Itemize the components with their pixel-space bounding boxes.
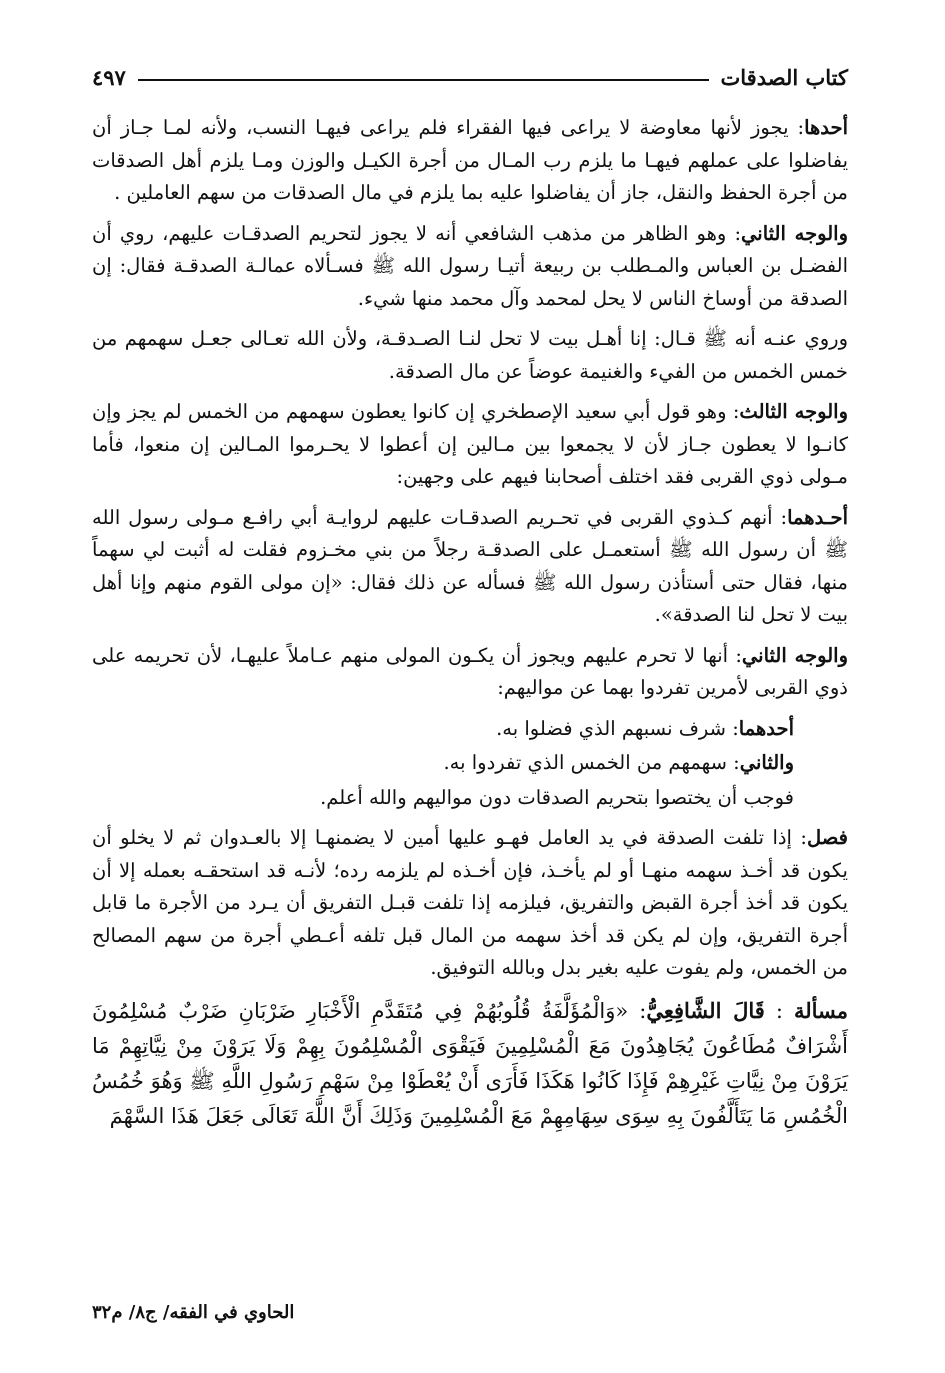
- paragraph-label: أحـدهما: [787, 505, 848, 529]
- paragraph-second-of-two: [92, 640, 848, 705]
- conclusion: فوجب أن يختصوا بتحريم الصدقات دون مواليهم والله أعلم.: [320, 785, 794, 809]
- section-label: فصل: [807, 826, 848, 849]
- paragraph-label: أحدها: [804, 116, 848, 139]
- paragraph-narration: [92, 323, 848, 388]
- page-body: [92, 112, 848, 1134]
- signature-mark: الحاوي في الفقه/ ج٨/ م٣٢: [92, 1302, 295, 1323]
- paragraph-first-view: [92, 112, 848, 210]
- page-number: ٤٩٧: [92, 64, 126, 90]
- section-fasl: [92, 822, 848, 985]
- paragraph-text: : وهو الظاهر من مذهب الشافعي أنه لا يجوز لتحريم الصدقـات عليهم، روي أن الفضـل بن العباس والمـطلب بن ربيعة أتيـا رسول الله ﷺ فسـألاه عمالـة الصدقـة فقال: إن الصدقة من أوساخ الناس لا يحل لمحمد وآل محمد منها شيء.: [92, 221, 848, 310]
- section-text: : إذا تلفت الصدقة في يد العامل فهـو عليها أمين لا يضمنهـا إلا بالعـدوان ثم لا يخلو أن يكون قد أخـذ سهمه منهـا أو لم يأخـذ، فإن أخـذه لم يلزمه رده؛ لأنـه قد استحقـه بعمله إلا أن يكون قد أخذ أجرة القبض والتفريق، فيلزمه إذا تلفت قبـل التفريق أن يـرد من الأجرة ما قابل أجرة التفريق، وإن لم يكن قد أخذ سهمه من المال قبل تلفه أعـطي أجرة من سهم المصالح من الخمس، ولم يفوت عليه بغير بدل وبالله التوفيق.: [92, 826, 848, 979]
- reason-label: أحدهما: [738, 716, 794, 740]
- paragraph-text: وروي عنـه أنه ﷺ قـال: إنا أهـل بيت لا تحل لنـا الصـدقـة، ولأن الله تعـالى جعـل سهمهم من خمس الخمس من الفيء والغنيمة عوضاً عن مال الصدقة.: [92, 327, 848, 383]
- speaker: قَالَ الشَّافِعِيُّ: [646, 997, 765, 1023]
- section-label: مسألة: [793, 997, 848, 1023]
- paragraph-text: : أنهم كـذوي القربى في تحـريم الصدقـات عليهم لروايـة أبي رافـع مـولى رسول الله ﷺ أن رسول الله ﷺ أستعمـل على الصدقـة رجلاً من بني مخـزوم فقلت له أثبت لي سهماً منها، فقال حتى أستأذن رسول الله ﷺ فسأله عن ذلك فقال: «إن مولى القوم منهم وإنا أهل بيت لا تحل لنا الصدقة».: [92, 505, 848, 626]
- running-header: [92, 62, 848, 92]
- reason-one: [92, 713, 848, 746]
- paragraph-label: والوجه الثاني: [741, 221, 848, 245]
- paragraph-text: : أنها لا تحرم عليهم ويجوز أن يكـون المولى منهم عـاملاً عليهـا، لأن تحريمه على ذوي القربى لأمرين تفردوا بهما عن مواليهم:: [92, 643, 848, 699]
- paragraph-second-aspect: [92, 218, 848, 316]
- reason-text: : شرف نسبهم الذي فضلوا به.: [496, 716, 739, 740]
- section-masala: مسألة : قَالَ الشَّافِعِيُّ: «وَالْمُؤَلَّفَةُ قُلُوبُهُمْ فِي مُتَقَدَّمِ الْأَخْبَارِ ضَرْبَانِ ضَرْبٌ مُسْلِمُونَ أَشْرَافٌ مُطَاعُونَ يُجَاهِدُونَ مَعَ الْمُسْلِمِينَ فَيَقْوَى الْمُسْلِمُونَ بِهِمْ وَلَا يَرَوْنَ مِنْ نِيَّاتِهِمْ مَا يَرَوْنَ مِنْ نِيَّاتِ غَيْرِهِمْ فَإِذَا كَانُوا هَكَذَا فَأَرَى أَنْ يُعْطَوْا مِنْ سَهْمِ رَسُولِ اللَّهِ ﷺ وَهُوَ خُمُسُ الْخُمُسِ مَا يَتَأَلَّفُونَ بِهِ سِوَى سِهَامِهِمْ مَعَ الْمُسْلِمِينَ وَذَلِكَ أَنَّ اللَّهَ تَعَالَى جَعَلَ هَذَا السَّهْمَ: [92, 997, 848, 1128]
- reason-text: : سهمهم من الخمس الذي تفردوا به.: [443, 751, 740, 774]
- reason-two: [92, 747, 848, 780]
- book-title: كتاب الصدقات: [720, 64, 848, 90]
- paragraph-label: والوجه الثاني: [741, 643, 848, 667]
- section-text: : «وَالْمُؤَلَّفَةُ قُلُوبُهُمْ فِي مُتَقَدَّمِ الْأَخْبَارِ ضَرْبَانِ ضَرْبٌ مُسْلِمُونَ أَشْرَافٌ مُطَاعُونَ يُجَاهِدُونَ مَعَ الْمُسْلِمِينَ فَيَقْوَى الْمُسْلِمُونَ بِهِمْ وَلَا يَرَوْنَ مِنْ نِيَّاتِهِمْ مَا يَرَوْنَ مِنْ نِيَّاتِ غَيْرِهِمْ فَإِذَا كَانُوا هَكَذَا فَأَرَى أَنْ يُعْطَوْا مِنْ سَهْمِ رَسُولِ اللَّهِ ﷺ وَهُوَ خُمُسُ الْخُمُسِ مَا يَتَأَلَّفُونَ بِهِ سِوَى سِهَامِهِمْ مَعَ الْمُسْلِمِينَ وَذَلِكَ أَنَّ اللَّهَ تَعَالَى جَعَلَ هَذَا السَّهْمَ: [92, 998, 848, 1128]
- header-rule: [138, 79, 709, 81]
- paragraph-text: : وهو قول أبي سعيد الإصطخري إن كانوا يعطون سهمهم من الخمس لم يجز وإن كانـوا لا يعطون جـاز لأن لا يجمعوا بين مـالين إن أعطوا لا يحـرموا المـالين إن منعوا، فأما مـولى ذوي القربى فقد اختلف أصحابنا فيهم على وجهين:: [92, 400, 848, 488]
- paragraph-label: والوجه الثالث: [739, 400, 848, 423]
- paragraph-third-aspect: [92, 396, 848, 494]
- reason-label: والثاني: [739, 751, 794, 774]
- paragraph-text: : يجوز لأنها معاوضة لا يراعى فيها الفقراء فلم يراعى فيهـا النسب، ولأنه لمـا جـاز أن يفاضلوا على عملهم فيهـا ما يلزم رب المـال من أجرة الكيـل والوزن ومـا يلزم أهل الصدقات من أجرة الحفظ والنقل، جاز أن يفاضلوا عليه بما يلزم في مال الصدقات من سهم العاملين .: [92, 116, 848, 204]
- paragraph-first-of-two: [92, 502, 848, 632]
